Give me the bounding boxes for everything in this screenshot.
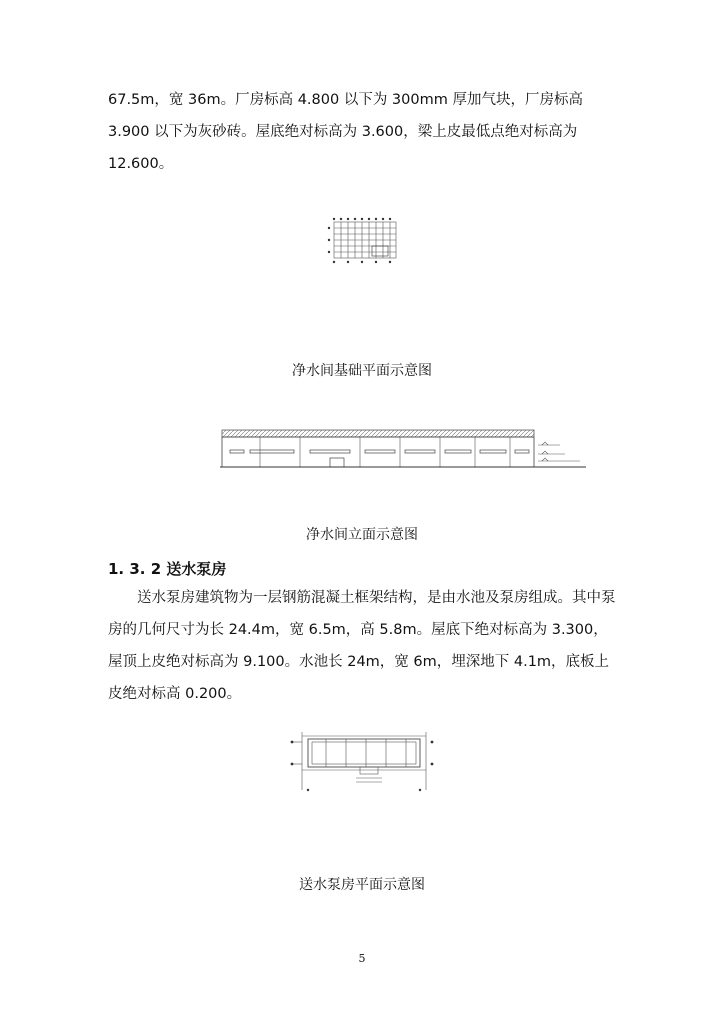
figure-3-caption: 送水泵房平面示意图 [299,877,425,893]
body-paragraph-2: 送水泵房建筑物为一层钢筋混凝土框架结构，是由水池及泵房组成。其中泵房的几何尺寸为长 24.4m，宽 6.5m，高 5.8m。屋底下绝对标高为 3.300，屋顶上皮绝对标高为 9.100。水池长 24m，宽 6m，埋深地下 4.1m，底板上皮绝对标高 0.200。 [108,590,616,702]
figure-1-caption: 净水间基础平面示意图 [292,363,432,379]
page-number: 5 [358,952,366,965]
elevation-drawing [220,428,590,472]
body-paragraph-1: 67.5m，宽 36m。厂房标高 4.800 以下为 300mm 厚加气块，厂房标高 3.900 以下为灰砂砖。屋底绝对标高为 3.600，梁上皮最低点绝对标高为 12.600。 [108,92,583,172]
foundation-plan-drawing [326,216,400,266]
section-heading: 1. 3. 2 送水泵房 [108,560,227,578]
pump-house-plan-drawing [288,730,436,794]
figure-2-caption: 净水间立面示意图 [306,527,418,543]
